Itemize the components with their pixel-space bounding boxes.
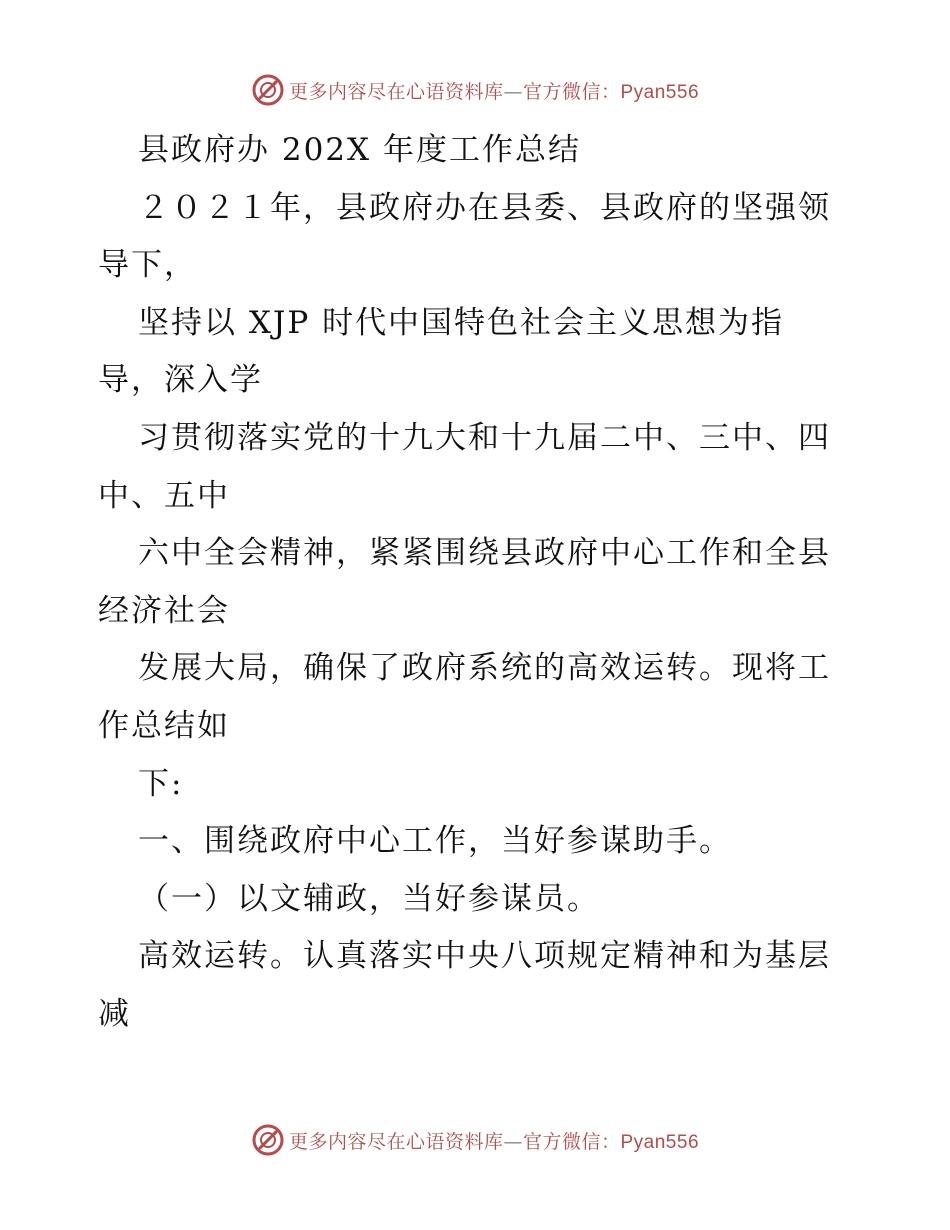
document-line: 下: <box>138 765 184 802</box>
banner-prefix: 更多内容尽在心语资料库 <box>288 80 504 103</box>
document-line: ２０２１年，县政府办在县委、县政府的坚强领 <box>138 189 831 226</box>
document-line: 减 <box>98 995 131 1032</box>
banner-wechat-label: 官方微信： <box>522 80 621 103</box>
document-body <box>98 122 858 1044</box>
banner-separator: — <box>503 1130 523 1153</box>
document-line: （一）以文辅政，当好参谋员。 <box>138 880 600 917</box>
document-line: 一、围绕政府中心工作，当好参谋助手。 <box>138 823 732 860</box>
brand-logo-icon <box>251 1123 285 1157</box>
document-line: 导，深入学 <box>98 362 263 399</box>
brand-logo-icon <box>251 73 285 107</box>
document-line: 习贯彻落实党的十九大和十九届二中、三中、四 <box>138 419 831 456</box>
document-line: 导下， <box>98 247 197 284</box>
document-line: 中、五中 <box>98 477 230 514</box>
document-line: 高效运转。认真落实中央八项规定精神和为基层 <box>138 938 831 975</box>
banner-wechat-label: 官方微信： <box>522 1130 621 1153</box>
header-banner <box>0 70 950 110</box>
banner-text <box>289 77 699 104</box>
banner-separator: — <box>503 80 523 103</box>
document-line: 发展大局，确保了政府系统的高效运转。现将工 <box>138 650 831 687</box>
banner-wechat-id: Pyan556 <box>620 81 700 103</box>
document-line: 县政府办 202X 年度工作总结 <box>138 132 581 168</box>
banner-text <box>289 1127 699 1154</box>
document-line: 作总结如 <box>98 707 230 744</box>
document-line: 坚持以 XJP 时代中国特色社会主义思想为指 <box>138 304 785 341</box>
document-line: 六中全会精神，紧紧围绕县政府中心工作和全县 <box>138 535 831 572</box>
banner-prefix: 更多内容尽在心语资料库 <box>288 1130 504 1153</box>
banner-wechat-id: Pyan556 <box>620 1131 700 1153</box>
footer-banner <box>0 1120 950 1160</box>
document-line: 经济社会 <box>98 592 230 629</box>
